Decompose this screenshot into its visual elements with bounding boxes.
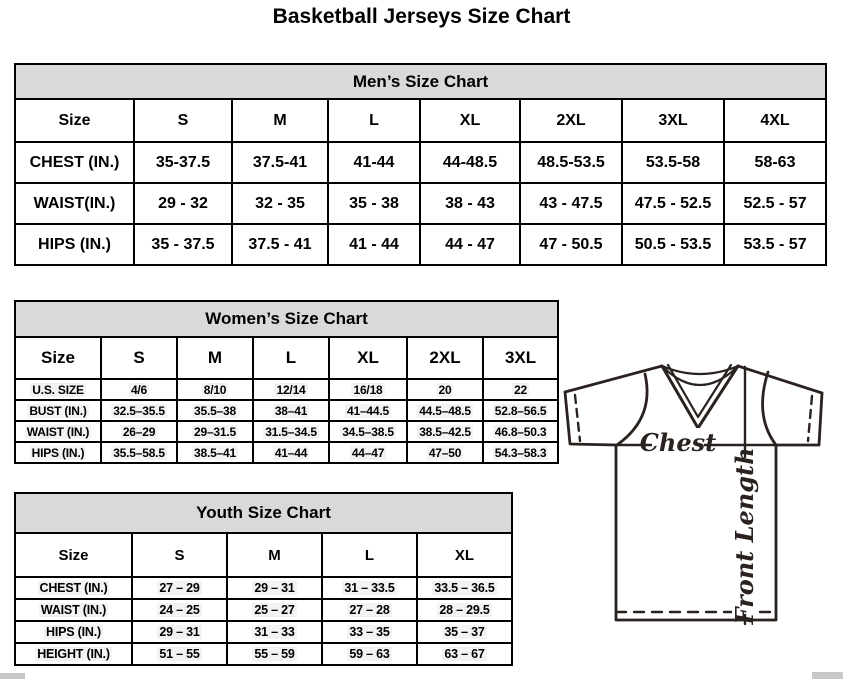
cell: 47.5 - 52.5 [622, 183, 724, 224]
table-row [15, 577, 512, 599]
cell: 33.5 – 36.5 [417, 577, 512, 599]
col-header: XL [417, 533, 512, 577]
col-header: 3XL [622, 99, 724, 142]
cell: 33 – 35 [322, 621, 417, 643]
table-row [15, 142, 826, 183]
jersey-measurement-diagram [558, 360, 843, 679]
cell: 41-44 [328, 142, 420, 183]
cell: 20 [407, 379, 483, 400]
jersey-right-shoulder [738, 366, 822, 393]
cell: 32 - 35 [232, 183, 328, 224]
col-header: XL [329, 337, 407, 379]
cell: 52.8–56.5 [483, 400, 558, 421]
cell: 43 - 47.5 [520, 183, 622, 224]
cell: 38 - 43 [420, 183, 520, 224]
cell: 4/6 [101, 379, 177, 400]
cell: 34.5–38.5 [329, 421, 407, 442]
womens-chart-header-band [15, 301, 558, 337]
col-header: M [177, 337, 253, 379]
cell: 8/10 [177, 379, 253, 400]
cell: 48.5-53.5 [520, 142, 622, 183]
cell: 35.5–58.5 [101, 442, 177, 463]
col-header: L [328, 99, 420, 142]
chest-label: Chest [639, 428, 717, 457]
mens-chart-title: Men’s Size Chart [15, 64, 826, 99]
col-header: 2XL [407, 337, 483, 379]
jersey-diagram-svg [558, 360, 843, 675]
cell: 41–44 [253, 442, 329, 463]
cell: 29 – 31 [227, 577, 322, 599]
cell: 37.5 - 41 [232, 224, 328, 265]
cell: 44.5–48.5 [407, 400, 483, 421]
cell: 58-63 [724, 142, 826, 183]
cell: 38–41 [253, 400, 329, 421]
cell: 44–47 [329, 442, 407, 463]
cell: 52.5 - 57 [724, 183, 826, 224]
cell: 46.8–50.3 [483, 421, 558, 442]
cell: 54.3–58.3 [483, 442, 558, 463]
cell: 29 – 31 [132, 621, 227, 643]
cell: 59 – 63 [322, 643, 417, 665]
cutoff-fragment-right [812, 672, 843, 679]
table-row [15, 442, 558, 463]
cell: 16/18 [329, 379, 407, 400]
col-header: XL [420, 99, 520, 142]
youth-chart-column-headers [15, 533, 512, 577]
jersey-right-cuff-stitch-dashed [808, 396, 812, 441]
jersey-right-sleeve-seam [763, 372, 776, 445]
col-header: 3XL [483, 337, 558, 379]
row-label: HIPS (IN.) [15, 621, 132, 643]
table-row [15, 183, 826, 224]
table-row [15, 643, 512, 665]
table-row [15, 400, 558, 421]
cell: 50.5 - 53.5 [622, 224, 724, 265]
youth-chart-title: Youth Size Chart [15, 493, 512, 533]
front-length-label: Front Length [730, 447, 759, 625]
col-header: M [232, 99, 328, 142]
cell: 24 – 25 [132, 599, 227, 621]
table-row [15, 421, 558, 442]
cell: 32.5–35.5 [101, 400, 177, 421]
row-label: U.S. SIZE [15, 379, 101, 400]
col-header: L [322, 533, 417, 577]
table-row [15, 599, 512, 621]
cell: 53.5-58 [622, 142, 724, 183]
cell: 22 [483, 379, 558, 400]
row-label: CHEST (IN.) [15, 142, 134, 183]
cell: 41–44.5 [329, 400, 407, 421]
table-row [15, 621, 512, 643]
cell: 47–50 [407, 442, 483, 463]
cell: 27 – 29 [132, 577, 227, 599]
youth-size-chart-table [14, 492, 513, 666]
row-label: CHEST (IN.) [15, 577, 132, 599]
cell: 63 – 67 [417, 643, 512, 665]
col-header: S [132, 533, 227, 577]
page-title: Basketball Jerseys Size Chart [272, 5, 571, 28]
mens-size-chart-table [14, 63, 827, 266]
col-header: S [134, 99, 232, 142]
cell: 12/14 [253, 379, 329, 400]
cell: 41 - 44 [328, 224, 420, 265]
cell: 38.5–42.5 [407, 421, 483, 442]
col-header: Size [15, 533, 132, 577]
row-label: WAIST(IN.) [15, 183, 134, 224]
col-header: Size [15, 99, 134, 142]
cell: 31.5–34.5 [253, 421, 329, 442]
womens-size-chart-table [14, 300, 559, 464]
cell: 35 - 37.5 [134, 224, 232, 265]
cutoff-fragment-left [0, 673, 25, 679]
cell: 28 – 29.5 [417, 599, 512, 621]
cell: 26–29 [101, 421, 177, 442]
row-label: WAIST (IN.) [15, 599, 132, 621]
table-row [15, 224, 826, 265]
cell: 51 – 55 [132, 643, 227, 665]
cell: 31 – 33 [227, 621, 322, 643]
row-label: HIPS (IN.) [15, 442, 101, 463]
cell: 35 – 37 [417, 621, 512, 643]
col-header: 4XL [724, 99, 826, 142]
womens-chart-title: Women’s Size Chart [15, 301, 558, 337]
cell: 37.5-41 [232, 142, 328, 183]
cell: 31 – 33.5 [322, 577, 417, 599]
jersey-right-sleeve-outline [776, 393, 822, 445]
cell: 35.5–38 [177, 400, 253, 421]
youth-chart-header-band [15, 493, 512, 533]
mens-chart-header-band [15, 64, 826, 99]
row-label: HIPS (IN.) [15, 224, 134, 265]
mens-chart-column-headers [15, 99, 826, 142]
jersey-left-cuff-stitch-dashed [575, 395, 580, 441]
cell: 25 – 27 [227, 599, 322, 621]
cell: 35 - 38 [328, 183, 420, 224]
cell: 27 – 28 [322, 599, 417, 621]
cell: 44 - 47 [420, 224, 520, 265]
cell: 44-48.5 [420, 142, 520, 183]
row-label: WAIST (IN.) [15, 421, 101, 442]
table-row [15, 379, 558, 400]
cell: 29 - 32 [134, 183, 232, 224]
cell: 47 - 50.5 [520, 224, 622, 265]
cell: 29–31.5 [177, 421, 253, 442]
cell: 55 – 59 [227, 643, 322, 665]
cell: 35-37.5 [134, 142, 232, 183]
col-header: L [253, 337, 329, 379]
row-label: BUST (IN.) [15, 400, 101, 421]
col-header: Size [15, 337, 101, 379]
jersey-left-sleeve-outline [565, 392, 616, 445]
cell: 38.5–41 [177, 442, 253, 463]
col-header: 2XL [520, 99, 622, 142]
col-header: S [101, 337, 177, 379]
womens-chart-column-headers [15, 337, 558, 379]
col-header: M [227, 533, 322, 577]
cell: 53.5 - 57 [724, 224, 826, 265]
row-label: HEIGHT (IN.) [15, 643, 132, 665]
